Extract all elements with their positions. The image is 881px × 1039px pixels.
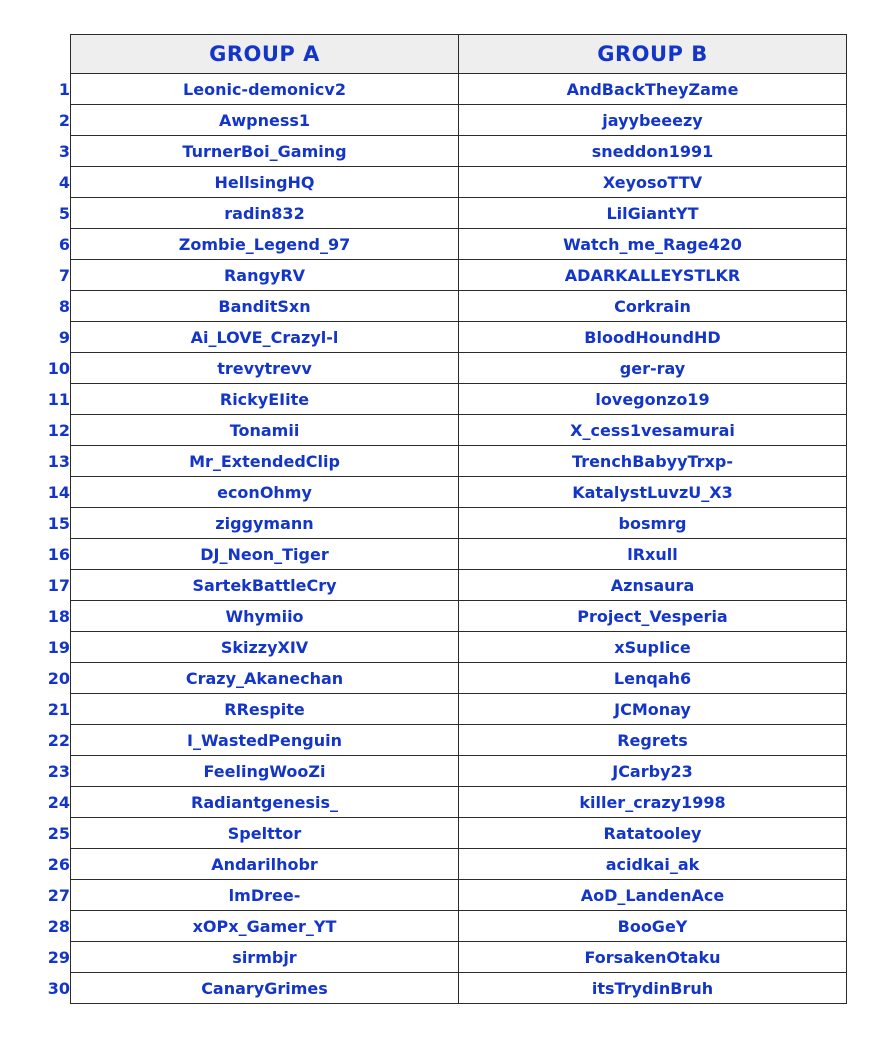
row-number: 24 xyxy=(47,792,70,812)
table-row xyxy=(26,849,847,880)
group-a-player-cell: FeelingWooZi xyxy=(71,756,459,787)
group-b-player-cell: bosmrg xyxy=(459,508,847,539)
row-number: 17 xyxy=(47,575,70,595)
table-row xyxy=(26,942,847,973)
group-b-player-cell: ForsakenOtaku xyxy=(459,942,847,973)
group-a-player-cell: Andarilhobr xyxy=(71,849,459,880)
table-header xyxy=(26,35,847,74)
row-number: 20 xyxy=(47,668,70,688)
group-a-player-cell: sirmbjr xyxy=(71,942,459,973)
row-number: 12 xyxy=(47,420,70,440)
table-row xyxy=(26,973,847,1004)
row-number: 15 xyxy=(47,513,70,533)
table-row xyxy=(26,818,847,849)
group-a-player-cell: radin832 xyxy=(71,198,459,229)
group-b-player-cell: Regrets xyxy=(459,725,847,756)
table-row xyxy=(26,198,847,229)
row-number: 23 xyxy=(47,761,70,781)
table-row xyxy=(26,353,847,384)
table-row xyxy=(26,880,847,911)
row-number: 27 xyxy=(47,885,70,905)
group-b-player-cell: KatalystLuvzU_X3 xyxy=(459,477,847,508)
group-a-player-cell: Radiantgenesis_ xyxy=(71,787,459,818)
row-number: 30 xyxy=(47,978,70,998)
table-row xyxy=(26,415,847,446)
table-row xyxy=(26,725,847,756)
group-b-player-cell: AoD_LandenAce xyxy=(459,880,847,911)
group-b-player-cell: JCMonay xyxy=(459,694,847,725)
group-a-player-cell: Spelttor xyxy=(71,818,459,849)
table-row xyxy=(26,446,847,477)
roster-sheet xyxy=(0,34,881,1039)
group-a-player-cell: CanaryGrimes xyxy=(71,973,459,1004)
table-row xyxy=(26,74,847,105)
group-b-player-cell: jayybeeezy xyxy=(459,105,847,136)
group-b-player-cell: Corkrain xyxy=(459,291,847,322)
table-row xyxy=(26,167,847,198)
group-a-player-cell: Tonamii xyxy=(71,415,459,446)
group-a-player-cell: SkizzyXIV xyxy=(71,632,459,663)
group-a-player-cell: Crazy_Akanechan xyxy=(71,663,459,694)
group-b-player-cell: AndBackTheyZame xyxy=(459,74,847,105)
group-b-player-cell: sneddon1991 xyxy=(459,136,847,167)
row-number: 22 xyxy=(47,730,70,750)
row-number: 21 xyxy=(47,699,70,719)
group-a-player-cell: Whymiio xyxy=(71,601,459,632)
group-b-player-cell: XeyosoTTV xyxy=(459,167,847,198)
row-number: 26 xyxy=(47,854,70,874)
table-row xyxy=(26,322,847,353)
table-row xyxy=(26,105,847,136)
group-b-player-cell: lRxull xyxy=(459,539,847,570)
table-row xyxy=(26,601,847,632)
group-a-player-cell: Ai_LOVE_Crazyl-l xyxy=(71,322,459,353)
group-a-player-cell: lmDree- xyxy=(71,880,459,911)
row-number: 14 xyxy=(47,482,70,502)
group-a-player-cell: xOPx_Gamer_YT xyxy=(71,911,459,942)
row-number: 3 xyxy=(58,141,70,161)
group-b-player-cell: itsTrydinBruh xyxy=(459,973,847,1004)
table-row xyxy=(26,229,847,260)
group-b-player-cell: Ratatooley xyxy=(459,818,847,849)
table-row xyxy=(26,663,847,694)
group-a-player-cell: TurnerBoi_Gaming xyxy=(71,136,459,167)
group-a-player-cell: Mr_ExtendedClip xyxy=(71,446,459,477)
group-b-player-cell: xSupIice xyxy=(459,632,847,663)
header-row xyxy=(26,35,847,74)
table-row xyxy=(26,384,847,415)
row-number: 13 xyxy=(47,451,70,471)
row-number: 6 xyxy=(58,234,70,254)
table-row xyxy=(26,508,847,539)
table-row xyxy=(26,291,847,322)
row-number: 25 xyxy=(47,823,70,843)
group-a-player-cell: BanditSxn xyxy=(71,291,459,322)
row-number: 16 xyxy=(47,544,70,564)
group-a-player-cell: RangyRV xyxy=(71,260,459,291)
table-row xyxy=(26,539,847,570)
row-number: 7 xyxy=(58,265,70,285)
group-b-player-cell: TrenchBabyyTrxp- xyxy=(459,446,847,477)
row-number: 8 xyxy=(58,296,70,316)
group-a-player-cell: ziggymann xyxy=(71,508,459,539)
table-row xyxy=(26,136,847,167)
table-row xyxy=(26,756,847,787)
row-number: 2 xyxy=(58,110,70,130)
group-a-player-cell: econOhmy xyxy=(71,477,459,508)
row-number: 29 xyxy=(47,947,70,967)
column-header-group-a: GROUP A xyxy=(71,35,459,74)
group-b-player-cell: ADARKALLEYSTLKR xyxy=(459,260,847,291)
group-b-player-cell: ger-ray xyxy=(459,353,847,384)
row-number: 19 xyxy=(47,637,70,657)
group-b-player-cell: Project_Vesperia xyxy=(459,601,847,632)
group-a-player-cell: RickyEIite xyxy=(71,384,459,415)
group-b-player-cell: BloodHoundHD xyxy=(459,322,847,353)
group-a-player-cell: HellsingHQ xyxy=(71,167,459,198)
group-b-player-cell: killer_crazy1998 xyxy=(459,787,847,818)
row-number: 9 xyxy=(58,327,70,347)
row-number: 5 xyxy=(58,203,70,223)
table-body xyxy=(26,74,847,1004)
row-number: 28 xyxy=(47,916,70,936)
group-a-player-cell: SartekBattleCry xyxy=(71,570,459,601)
group-b-player-cell: Lenqah6 xyxy=(459,663,847,694)
row-number: 10 xyxy=(47,358,70,378)
group-a-player-cell: trevytrevv xyxy=(71,353,459,384)
row-number: 1 xyxy=(58,79,70,99)
group-b-player-cell: Aznsaura xyxy=(459,570,847,601)
table-row xyxy=(26,694,847,725)
group-a-player-cell: Zombie_Legend_97 xyxy=(71,229,459,260)
group-a-player-cell: Leonic-demonicv2 xyxy=(71,74,459,105)
group-roster-table xyxy=(26,34,847,1004)
table-row xyxy=(26,570,847,601)
row-number: 11 xyxy=(47,389,70,409)
group-b-player-cell: BooGeY xyxy=(459,911,847,942)
table-row xyxy=(26,787,847,818)
group-b-player-cell: lovegonzo19 xyxy=(459,384,847,415)
row-number: 4 xyxy=(58,172,70,192)
group-a-player-cell: I_WastedPenguin xyxy=(71,725,459,756)
group-b-player-cell: JCarby23 xyxy=(459,756,847,787)
table-row xyxy=(26,260,847,291)
row-number: 18 xyxy=(47,606,70,626)
row-number-header xyxy=(26,35,71,74)
group-b-player-cell: Watch_me_Rage420 xyxy=(459,229,847,260)
column-header-group-b: GROUP B xyxy=(459,35,847,74)
group-b-player-cell: acidkai_ak xyxy=(459,849,847,880)
group-b-player-cell: LilGiantYT xyxy=(459,198,847,229)
table-row xyxy=(26,911,847,942)
table-row xyxy=(26,632,847,663)
group-a-player-cell: Awpness1 xyxy=(71,105,459,136)
group-b-player-cell: X_cess1vesamurai xyxy=(459,415,847,446)
group-a-player-cell: RRespite xyxy=(71,694,459,725)
table-row xyxy=(26,477,847,508)
group-a-player-cell: DJ_Neon_Tiger xyxy=(71,539,459,570)
